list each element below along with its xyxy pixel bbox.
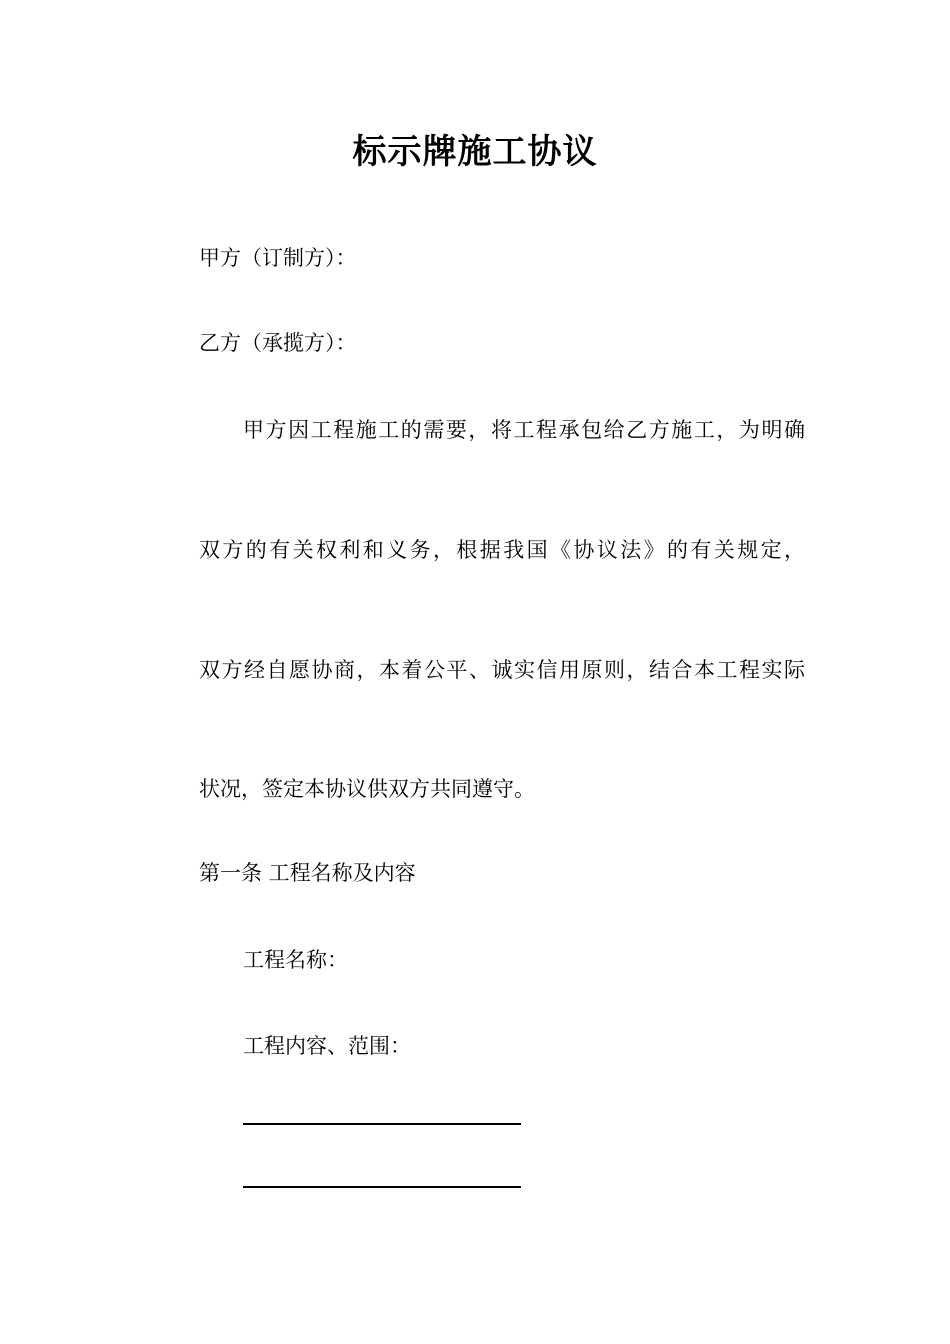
party-b-label: 乙方（承揽方）： [199, 331, 357, 355]
project-scope-label: 工程内容、范围： [243, 1034, 411, 1058]
preamble-line-4: 状况，签定本协议供双方共同遵守。 [199, 777, 535, 801]
article-1-heading: 第一条 工程名称及内容 [199, 861, 416, 885]
preamble-line-1: 甲方因工程施工的需要，将工程承包给乙方施工，为明确 [243, 418, 805, 442]
fill-in-blank-line-2 [243, 1186, 521, 1188]
preamble-line-3: 双方经自愿协商，本着公平、诚实信用原则，结合本工程实际 [199, 658, 805, 682]
party-a-label: 甲方（订制方）： [199, 246, 357, 270]
project-name-label: 工程名称： [243, 948, 348, 972]
document-title: 标示牌施工协议 [352, 132, 598, 172]
fill-in-blank-line-1 [243, 1123, 521, 1125]
preamble-line-2: 双方的有关权利和义务，根据我国《协议法》的有关规定， [199, 538, 805, 562]
